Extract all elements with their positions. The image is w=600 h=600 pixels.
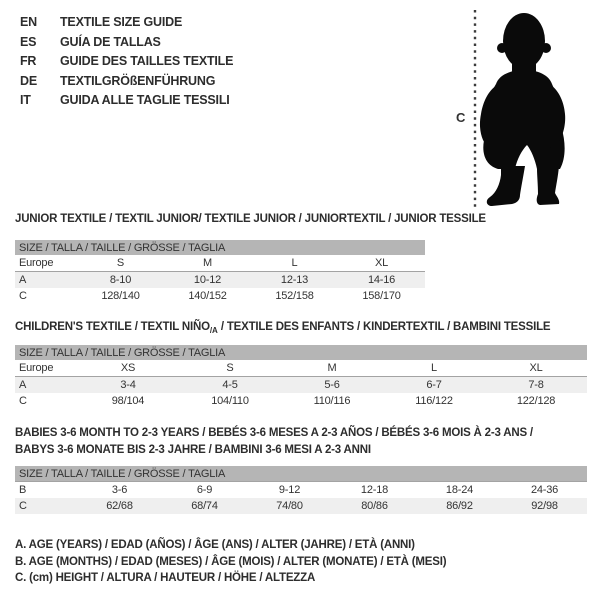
- table-row: [15, 377, 587, 394]
- lang-label: GUIDE DES TAILLES TEXTILE: [60, 54, 234, 68]
- value-cell: 86/92: [417, 498, 502, 514]
- lang-code: EN: [20, 15, 37, 29]
- value-cell: 62/68: [77, 498, 162, 514]
- children-title-subscript: /A: [209, 326, 218, 335]
- lang-code: DE: [20, 73, 37, 88]
- value-cell: 74/80: [247, 498, 332, 514]
- size-col-header: XL: [485, 360, 587, 377]
- children-title-pre: CHILDREN'S TEXTILE / TEXTIL NIÑO: [15, 321, 210, 333]
- lang-code: FR: [20, 54, 37, 68]
- row-label: Europe: [15, 255, 77, 272]
- value-cell: 4-5: [179, 377, 281, 394]
- size-col-header: L: [251, 255, 338, 272]
- value-cell: 104/110: [211, 395, 249, 407]
- row-label: A: [15, 377, 77, 394]
- lang-code: IT: [20, 93, 31, 107]
- size-col-header: M: [164, 255, 251, 272]
- value-cell: 3-6: [111, 484, 128, 496]
- size-col-header: S: [77, 255, 164, 272]
- lang-label: GUÍA DE TALLAS: [60, 34, 161, 49]
- value-cell: 6-7: [383, 377, 485, 394]
- children-size-table: [15, 345, 587, 409]
- children-title-post: / TEXTILE DES ENFANTS / KINDERTEXTIL / BAMBINI TESSILE: [217, 321, 551, 333]
- row-label: Europe: [15, 360, 77, 377]
- value-cell: 68/74: [162, 498, 247, 514]
- lang-row-de: [20, 72, 233, 92]
- row-label: B: [19, 484, 27, 496]
- value-cell: 110/116: [313, 395, 351, 407]
- value-cell: 18-24: [445, 484, 474, 496]
- value-cell: 14-16: [338, 272, 425, 289]
- children-section-title: [15, 321, 550, 333]
- baby-silhouette: [480, 13, 565, 206]
- table-row: [15, 393, 587, 409]
- babies-title-line1: BABIES 3-6 MONTH TO 2-3 YEARS / BEBÉS 3-6 MESES A 2-3 AÑOS / BÉBÉS 3-6 MOIS À 2-3 ANS /: [15, 427, 533, 439]
- size-header-bar: SIZE / TALLA / TAILLE / GRÖSSE / TAGLIA: [15, 466, 587, 482]
- footnote-b: B. AGE (MONTHS) / EDAD (MESES) / ÂGE (MOIS) / ALTER (MONATE) / ETÀ (MESI): [15, 555, 447, 568]
- size-col-header: S: [179, 360, 281, 377]
- table-row: [15, 498, 587, 514]
- row-label: C: [15, 498, 77, 514]
- value-cell: 9-12: [278, 484, 301, 496]
- table-row: [15, 255, 425, 272]
- value-cell: 140/152: [188, 290, 227, 302]
- lang-code: ES: [20, 34, 37, 49]
- lang-label: TEXTILGRÖßENFÜHRUNG: [60, 73, 216, 88]
- row-label: A: [15, 272, 77, 289]
- value-cell: 10-12: [164, 272, 251, 289]
- lang-row-en: [20, 13, 233, 33]
- value-cell: 8-10: [77, 272, 164, 289]
- value-cell: 158/170: [362, 290, 401, 302]
- table-row: [15, 482, 587, 499]
- value-cell: 6-9: [196, 484, 213, 496]
- size-header-bar: SIZE / TALLA / TAILLE / GRÖSSE / TAGLIA: [15, 345, 587, 360]
- value-cell: 92/98: [502, 498, 587, 514]
- value-cell: 116/122: [415, 395, 453, 407]
- size-header-bar: SIZE / TALLA / TAILLE / GRÖSSE / TAGLIA: [15, 240, 425, 255]
- lang-row-es: [20, 33, 233, 53]
- height-label-c: C: [456, 110, 466, 125]
- footnote-a: A. AGE (YEARS) / EDAD (AÑOS) / ÂGE (ANS) / ALTER (JAHRE) / ETÀ (ANNI): [15, 539, 415, 551]
- value-cell: 5-6: [281, 377, 383, 394]
- size-col-header: L: [383, 360, 485, 377]
- value-cell: 122/128: [516, 395, 556, 407]
- value-cell: 12-13: [251, 272, 338, 289]
- size-col-header: XS: [77, 360, 179, 377]
- row-label: C: [19, 290, 27, 302]
- babies-title-line2: BABYS 3-6 MONATE BIS 2-3 JAHRE / BAMBINI 3-6 MESI A 2-3 ANNI: [15, 444, 371, 456]
- table-row: [15, 360, 587, 377]
- value-cell: 152/158: [275, 290, 314, 302]
- table-row: [15, 272, 425, 289]
- lang-label: TEXTILE SIZE GUIDE: [60, 15, 183, 29]
- value-cell: 12-18: [360, 484, 389, 496]
- value-cell: 128/140: [101, 290, 140, 302]
- junior-section-title: JUNIOR TEXTILE / TEXTIL JUNIOR/ TEXTILE JUNIOR / JUNIORTEXTIL / JUNIOR TESSILE: [15, 213, 486, 225]
- value-cell: 24-36: [530, 484, 559, 496]
- row-label: C: [19, 395, 27, 407]
- value-cell: 3-4: [77, 377, 179, 394]
- table-row: [15, 288, 425, 304]
- size-col-header: M: [281, 360, 383, 377]
- language-title-list: [20, 13, 233, 111]
- lang-row-it: [20, 91, 233, 111]
- lang-label: GUIDA ALLE TAGLIE TESSILI: [60, 93, 230, 107]
- size-col-header: XL: [338, 255, 425, 272]
- value-cell: 7-8: [485, 377, 587, 394]
- junior-size-table: [15, 240, 425, 304]
- babies-size-table: [15, 466, 587, 514]
- value-cell: 80/86: [332, 498, 417, 514]
- footnotes: [15, 537, 446, 587]
- footnote-c: C. (cm) HEIGHT / ALTURA / HAUTEUR / HÖHE / ALTEZZA: [15, 572, 316, 584]
- baby-figure: [440, 0, 600, 230]
- lang-row-fr: [20, 52, 233, 72]
- value-cell: 98/104: [111, 395, 145, 407]
- babies-section-title: [15, 425, 590, 459]
